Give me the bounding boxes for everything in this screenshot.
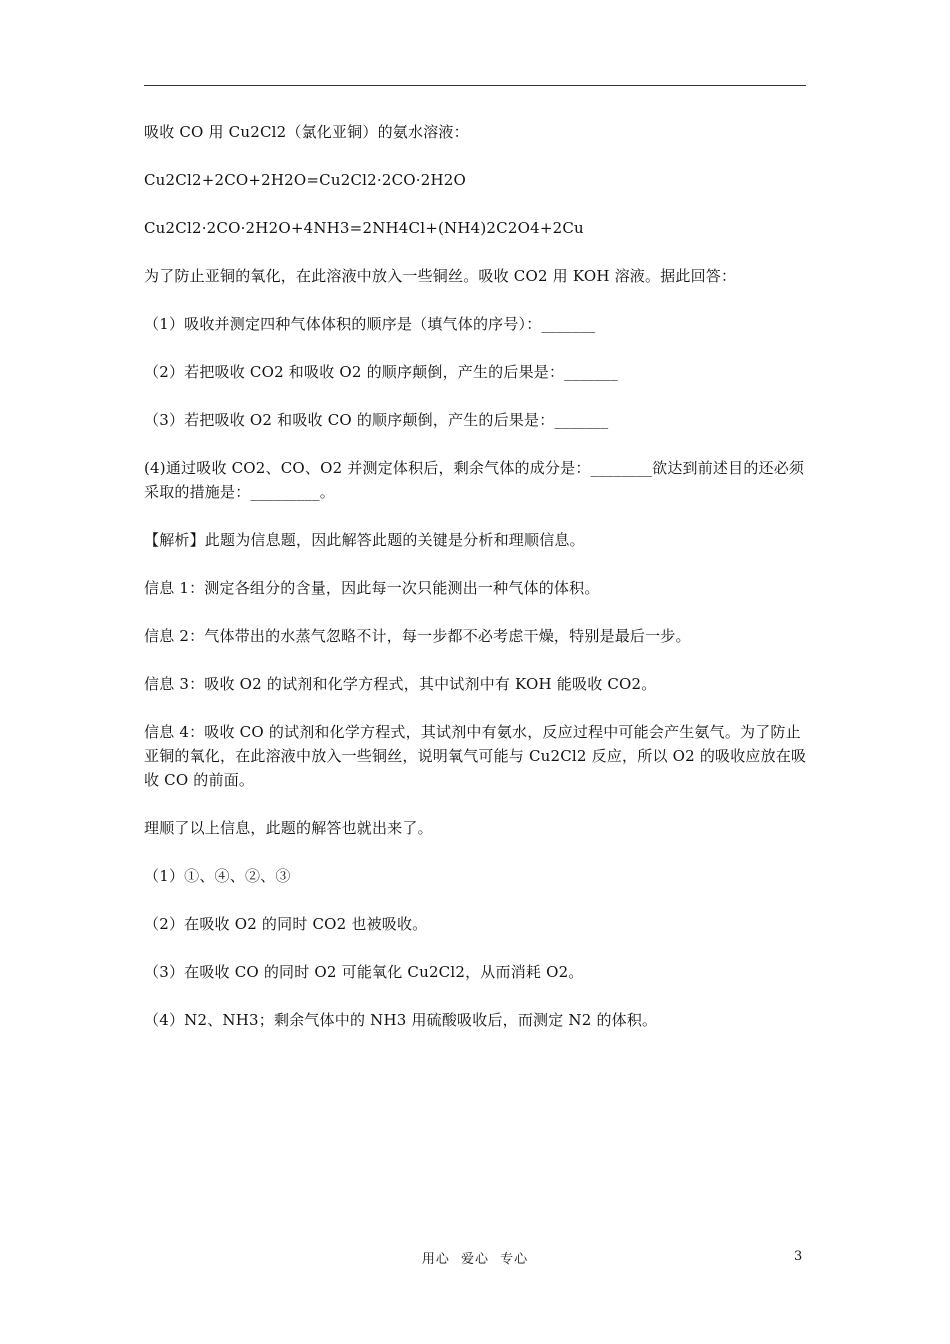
question-3: （3）若把吸收 O2 和吸收 CO 的顺序颠倒，产生的后果是：_______: [144, 411, 609, 429]
info-2: 信息 2：气体带出的水蒸气忽略不计，每一步都不必考虑干燥，特别是最后一步。: [144, 627, 691, 645]
answer-2: （2）在吸收 O2 的同时 CO2 也被吸收。: [144, 915, 428, 933]
question-1: （1）吸收并测定四种气体体积的顺序是（填气体的序号）：_______: [144, 315, 596, 333]
page-number: 3: [794, 1249, 803, 1264]
equation-2: Cu2Cl2·2CO·2H2O+4NH3=2NH4Cl+(NH4)2C2O4+2Cu: [144, 219, 584, 237]
paragraph-copper-wire: 为了防止亚铜的氧化，在此溶液中放入一些铜丝。吸收 CO2 用 KOH 溶液。据此回答：: [144, 267, 737, 285]
question-2: （2）若把吸收 CO2 和吸收 O2 的顺序颠倒，产生的后果是：_______: [144, 363, 619, 381]
info-3: 信息 3：吸收 O2 的试剂和化学方程式，其中试剂中有 KOH 能吸收 CO2。: [144, 675, 657, 693]
analysis-heading: 【解析】此题为信息题，因此解答此题的关键是分析和理顺信息。: [144, 531, 585, 549]
footer-motto: 用心 爱心 专心: [421, 1252, 529, 1267]
answer-3: （3）在吸收 CO 的同时 O2 可能氧化 Cu2Cl2，从而消耗 O2。: [144, 963, 584, 981]
paragraph-intro-co: 吸收 CO 用 Cu2Cl2（氯化亚铜）的氨水溶液：: [144, 123, 469, 141]
info-1: 信息 1：测定各组分的含量，因此每一次只能测出一种气体的体积。: [144, 579, 600, 597]
header-rule: [144, 85, 806, 86]
answer-1: （1）①、④、②、③: [144, 867, 291, 885]
question-4: (4)通过吸收 CO2、CO、O2 并测定体积后，剩余气体的成分是：________欲达到前述目的还必须采取的措施是：_________。: [144, 459, 805, 501]
equation-1: Cu2Cl2+2CO+2H2O=Cu2Cl2·2CO·2H2O: [144, 171, 467, 189]
summary-line: 理顺了以上信息，此题的解答也就出来了。: [144, 819, 433, 837]
answer-4: （4）N2、NH3；剩余气体中的 NH3 用硫酸吸收后，而测定 N2 的体积。: [144, 1011, 658, 1029]
document-body: [144, 120, 808, 1056]
info-4: 信息 4：吸收 CO 的试剂和化学方程式，其试剂中有氨水，反应过程中可能会产生氨气。为了防止亚铜的氧化，在此溶液中放入一些铜丝，说明氧气可能与 Cu2Cl2 反应，所以 O2 的吸收应放在吸收 CO 的前面。: [144, 723, 807, 789]
